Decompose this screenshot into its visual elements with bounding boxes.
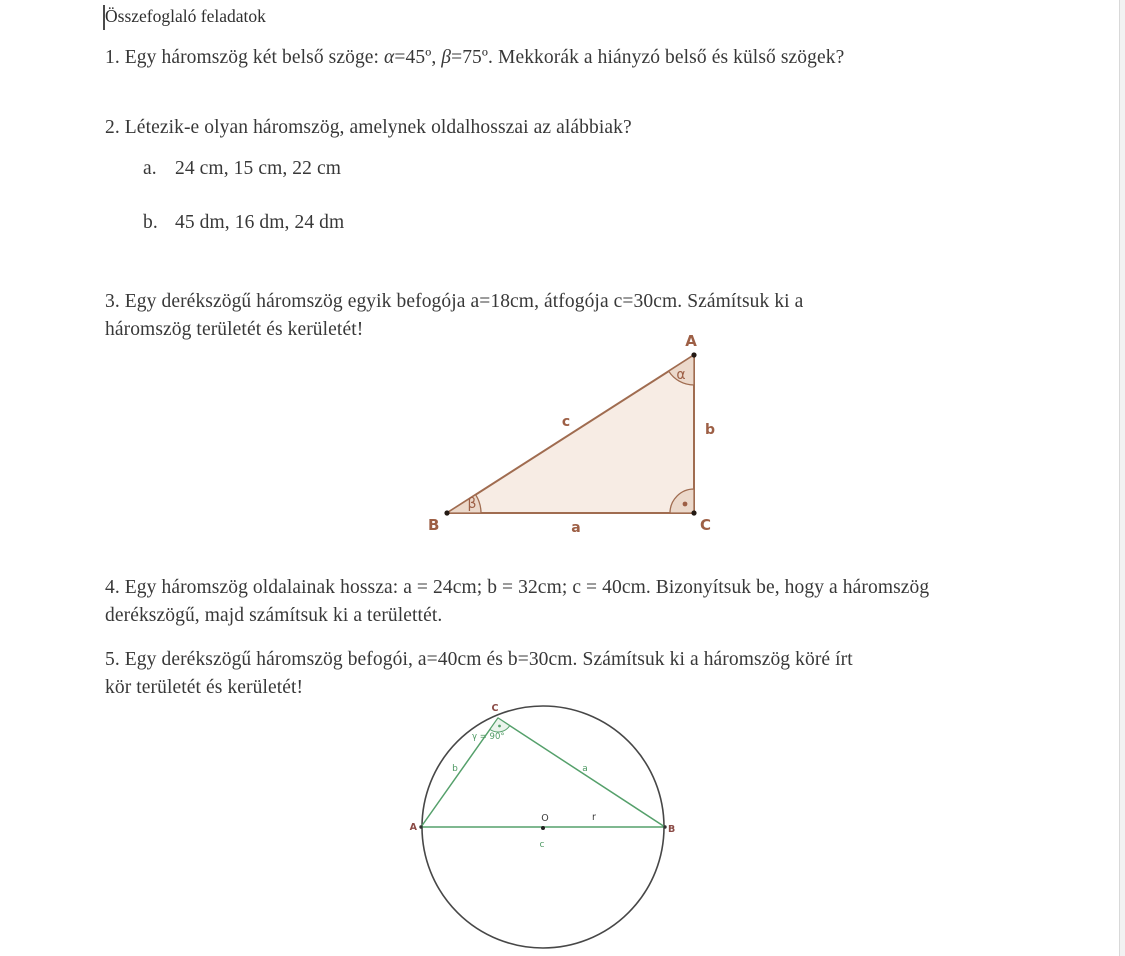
right-triangle-figure bbox=[420, 330, 750, 540]
question-2-item-a bbox=[143, 158, 341, 180]
question-4-line2: derékszögű, majd számítsuk ki a területtét. bbox=[105, 605, 443, 626]
vertex-b-label: B bbox=[428, 516, 440, 534]
side-b-label: b bbox=[705, 422, 716, 438]
gamma-angle-label: γ = 90° bbox=[472, 732, 505, 742]
question-4-line1: 4. Egy háromszög oldalainak hossza: a = 24cm; b = 32cm; c = 40cm. Bizonyítsuk be, hogy a háromszög bbox=[105, 577, 930, 598]
question-1-mid2: =75º. Mekkorák a hiányzó belső és külső szögek? bbox=[451, 47, 845, 68]
question-1 bbox=[105, 47, 844, 69]
gamma-angle-dot bbox=[498, 725, 501, 728]
question-2-item-b bbox=[143, 212, 344, 234]
question-2: 2. Létezik-e olyan háromszög, amelynek oldalhosszai az alábbiak? bbox=[105, 117, 632, 138]
item-a-text: 24 cm, 15 cm, 22 cm bbox=[175, 158, 341, 179]
center-label: O bbox=[541, 813, 549, 824]
alpha-symbol: α bbox=[384, 47, 395, 68]
circle-side-a-label: a bbox=[582, 764, 588, 774]
question-1-mid1: =45º, bbox=[394, 47, 442, 68]
question-3-line1: 3. Egy derékszögű háromszög egyik befogója a=18cm, átfogója c=30cm. Számítsuk ki a bbox=[105, 291, 804, 312]
question-1-pre: 1. Egy háromszög két belső szöge: bbox=[105, 47, 385, 68]
circle-vertex-c-label: C bbox=[491, 703, 499, 714]
vertex-a-label: A bbox=[685, 332, 697, 350]
item-a-marker: a. bbox=[143, 158, 157, 179]
page-title: Összefoglaló feladatok bbox=[105, 6, 266, 26]
circle-vertex-a-label: A bbox=[409, 822, 417, 833]
vertex-c-point bbox=[691, 510, 696, 515]
right-angle-dot bbox=[683, 502, 688, 507]
question-3-line2: háromszög területét és kerületét! bbox=[105, 319, 364, 340]
scrollbar[interactable] bbox=[1119, 0, 1125, 956]
question-5-line1: 5. Egy derékszögű háromszög befogói, a=40cm és b=30cm. Számítsuk ki a háromszög köré írt bbox=[105, 649, 853, 670]
circle-vertex-b-label: B bbox=[668, 824, 676, 835]
radius-label: r bbox=[592, 812, 596, 823]
side-c-label: c bbox=[561, 414, 571, 430]
item-b-marker: b. bbox=[143, 212, 158, 233]
beta-label: β bbox=[467, 496, 477, 512]
triangle-shape bbox=[447, 355, 694, 513]
center-point bbox=[541, 826, 545, 830]
beta-symbol: β bbox=[441, 47, 452, 68]
circle-vertex-b-point bbox=[663, 825, 666, 828]
item-b-text: 45 dm, 16 dm, 24 dm bbox=[175, 212, 345, 233]
circle-side-b-label: b bbox=[452, 764, 458, 774]
vertex-c-label: C bbox=[700, 516, 712, 534]
circumscribed-circle-figure bbox=[400, 695, 690, 956]
circle-side-c-label: c bbox=[539, 840, 545, 850]
vertex-b-point bbox=[444, 510, 449, 515]
side-a-label: a bbox=[571, 520, 581, 536]
question-5-line2: kör területét és kerületét! bbox=[105, 677, 304, 698]
alpha-label: α bbox=[676, 367, 686, 383]
vertex-a-point bbox=[691, 352, 696, 357]
circle-vertex-a-point bbox=[419, 825, 422, 828]
